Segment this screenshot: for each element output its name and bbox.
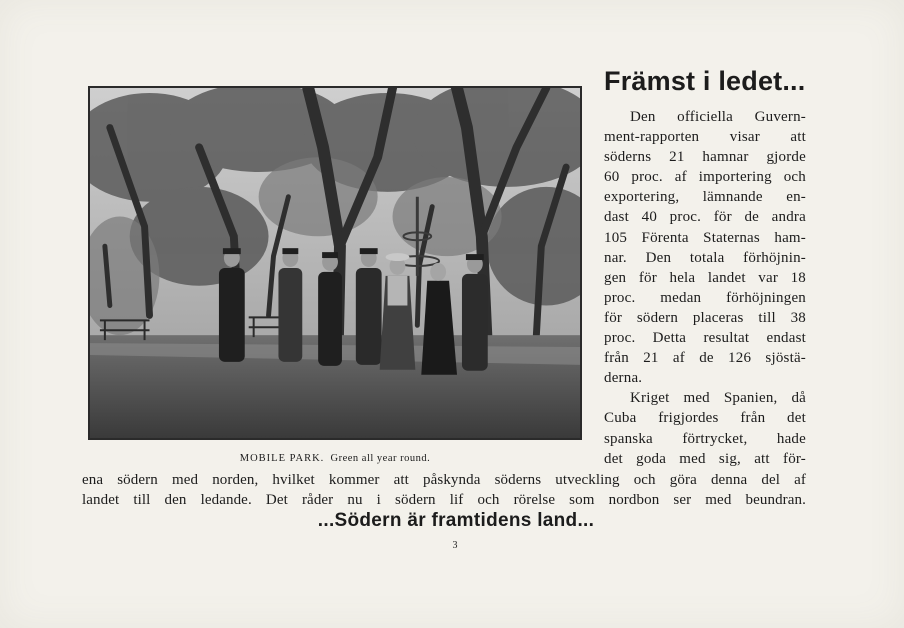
text-line: från 21 af de 126 sjöstä-: [604, 350, 806, 367]
caption-place: MOBILE PARK.: [239, 453, 325, 464]
park-photograph: [88, 86, 582, 440]
page-number: 3: [452, 540, 458, 551]
text-line: spanska förtrycket, hade: [604, 430, 806, 447]
closing-slogan: ...Södern är framtidens land...: [317, 510, 595, 531]
text-line: proc. medan förhöjningen: [604, 289, 806, 306]
text-line: Cuba frigjordes från det: [604, 410, 806, 427]
article-heading: Främst i ledet...: [604, 66, 806, 96]
text-line: det goda med sig, att för-: [604, 450, 806, 467]
text-line: ment-rapporten visar att: [604, 129, 806, 146]
text-line: gen för hela landet var 18: [604, 269, 806, 286]
park-scene-image: [90, 88, 580, 438]
text-line: nar. Den totala förhöjnin-: [604, 249, 806, 266]
caption-text: Green all year round.: [330, 453, 431, 464]
photo-caption: [88, 453, 582, 464]
text-line: söderns 21 hamnar gjorde: [604, 149, 806, 166]
text-line: för södern placeras till 38: [604, 309, 806, 326]
text-line: Kriget med Spanien, då: [630, 390, 806, 407]
text-line: ena södern med norden, hvilket kommer att påskynda söderns utveckling och göra denna del af: [82, 472, 806, 488]
text-line: 60 proc. af importering och: [604, 169, 806, 186]
text-line: 105 Förenta Staternas ham-: [604, 229, 806, 246]
text-line: Den officiella Guvern-: [630, 109, 806, 125]
text-line: proc. Detta resultat endast: [604, 330, 806, 347]
text-line: dast 40 proc. för de andra: [604, 209, 806, 226]
text-line: landet till den ledande. Det råder nu i södern lif och rörelse som nordbon ser med beundran.: [82, 492, 806, 509]
text-line: exportering, lämnande en-: [604, 189, 806, 206]
article-full-width-text: [82, 470, 806, 510]
article-column-text: [604, 107, 806, 469]
text-line: derna.: [604, 370, 643, 387]
